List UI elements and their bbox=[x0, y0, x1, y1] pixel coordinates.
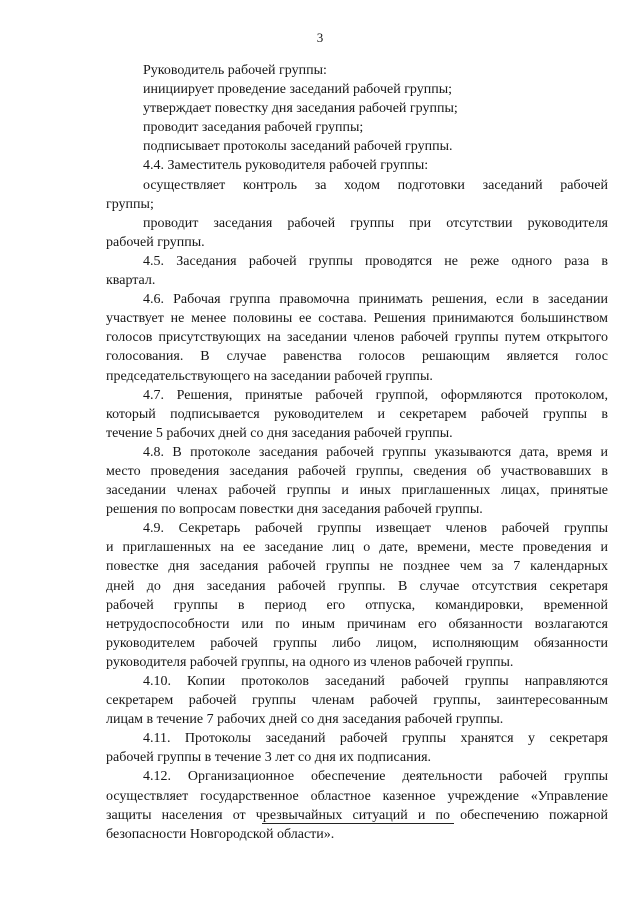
text-line: подписывает протоколы заседаний рабочей группы. bbox=[143, 139, 453, 155]
text-line: участвует не менее половины ее состава. Решения принимаются большинством bbox=[106, 311, 608, 327]
text-line: 4.12. Организационное обеспечение деятельности рабочей группы bbox=[143, 769, 608, 785]
text-line: утверждает повестку дня заседания рабочей группы; bbox=[143, 101, 458, 117]
text-line: безопасности Новгородской области». bbox=[106, 826, 335, 842]
text-line: квартал. bbox=[106, 273, 156, 289]
text-line: инициирует проведение заседаний рабочей группы; bbox=[143, 82, 453, 98]
text-line: течение 5 рабочих дней со дня заседания рабочей группы. bbox=[106, 425, 453, 441]
text-line: 4.8. В протоколе заседания рабочей группы указываются дата, время и bbox=[143, 444, 608, 460]
text-line: осуществляет контроль за ходом подготовки заседаний рабочей bbox=[143, 177, 608, 193]
text-line: 4.11. Протоколы заседаний рабочей группы хранятся у секретаря bbox=[143, 731, 608, 747]
text-line: решения по вопросам повестки дня заседания рабочей группы. bbox=[106, 502, 483, 518]
text-line: заседании членах рабочей группы и иных приглашенных лицах, принятые bbox=[106, 483, 608, 499]
text-line: группы; bbox=[106, 196, 154, 212]
text-line: руководителя рабочей группы, на одного из членов рабочей группы. bbox=[106, 654, 514, 670]
end-divider bbox=[262, 823, 454, 824]
text-line: место проведения заседания рабочей группы, сведения об участвовавших в bbox=[106, 463, 608, 479]
text-line: Руководитель рабочей группы: bbox=[143, 63, 327, 78]
document-body bbox=[106, 61, 608, 844]
text-line: рабочей группы в период его отпуска, командировки, временной bbox=[106, 597, 608, 613]
text-line: голосования. В случае равенства голосов решающим является голос bbox=[106, 349, 608, 365]
text-line: 4.6. Рабочая группа правомочна принимать решения, если в заседании bbox=[143, 292, 608, 308]
text-line: который подписывается руководителем и секретарем рабочей группы в bbox=[106, 406, 608, 422]
text-line: проводит заседания рабочей группы; bbox=[143, 120, 364, 136]
text-line: дней до дня заседания рабочей группы. В случае отсутствия секретаря bbox=[106, 578, 608, 594]
text-line: 4.10. Копии протоколов заседаний рабочей группы направляются bbox=[143, 674, 608, 689]
text-line: рабочей группы в течение 3 лет со дня их подписания. bbox=[106, 750, 432, 766]
text-line: осуществляет государственное областное казенное учреждение «Управление bbox=[106, 788, 608, 804]
text-line: 4.4. Заместитель руководителя рабочей группы: bbox=[143, 158, 429, 174]
text-line: председательствующего на заседании рабочей группы. bbox=[106, 368, 433, 384]
text-line: 4.9. Секретарь рабочей группы извещает членов рабочей группы bbox=[143, 521, 608, 537]
text-line: проводит заседания рабочей группы при отсутствии руководителя bbox=[143, 215, 608, 231]
text-line: лицам в течение 7 рабочих дней со дня заседания рабочей группы. bbox=[106, 712, 504, 728]
text-line: и приглашенных на ее заседание лиц о дате, времени, месте проведения и bbox=[106, 540, 608, 556]
text-line: нетрудоспособности или по иным причинам его обязанности возлагаются bbox=[106, 616, 608, 632]
text-line: голосов присутствующих на заседании членов рабочей группы путем открытого bbox=[106, 330, 608, 346]
text-line: 4.5. Заседания рабочей группы проводятся не реже одного раза в bbox=[143, 253, 608, 269]
text-line: повестке дня заседания рабочей группы не позднее чем за 7 календарных bbox=[106, 559, 608, 575]
text-line: секретарем рабочей группы членам рабочей группы, заинтересованным bbox=[106, 693, 608, 709]
text-line: 4.7. Решения, принятые рабочей группой, оформляются протоколом, bbox=[143, 387, 608, 403]
text-line: рабочей группы. bbox=[106, 234, 205, 250]
text-line: руководителем рабочей группы либо лицом, исполняющим обязанности bbox=[106, 635, 608, 651]
page-number: 3 bbox=[316, 30, 324, 45]
text-line: защиты населения от чрезвычайных ситуаций и по обеспечению пожарной bbox=[106, 807, 608, 823]
